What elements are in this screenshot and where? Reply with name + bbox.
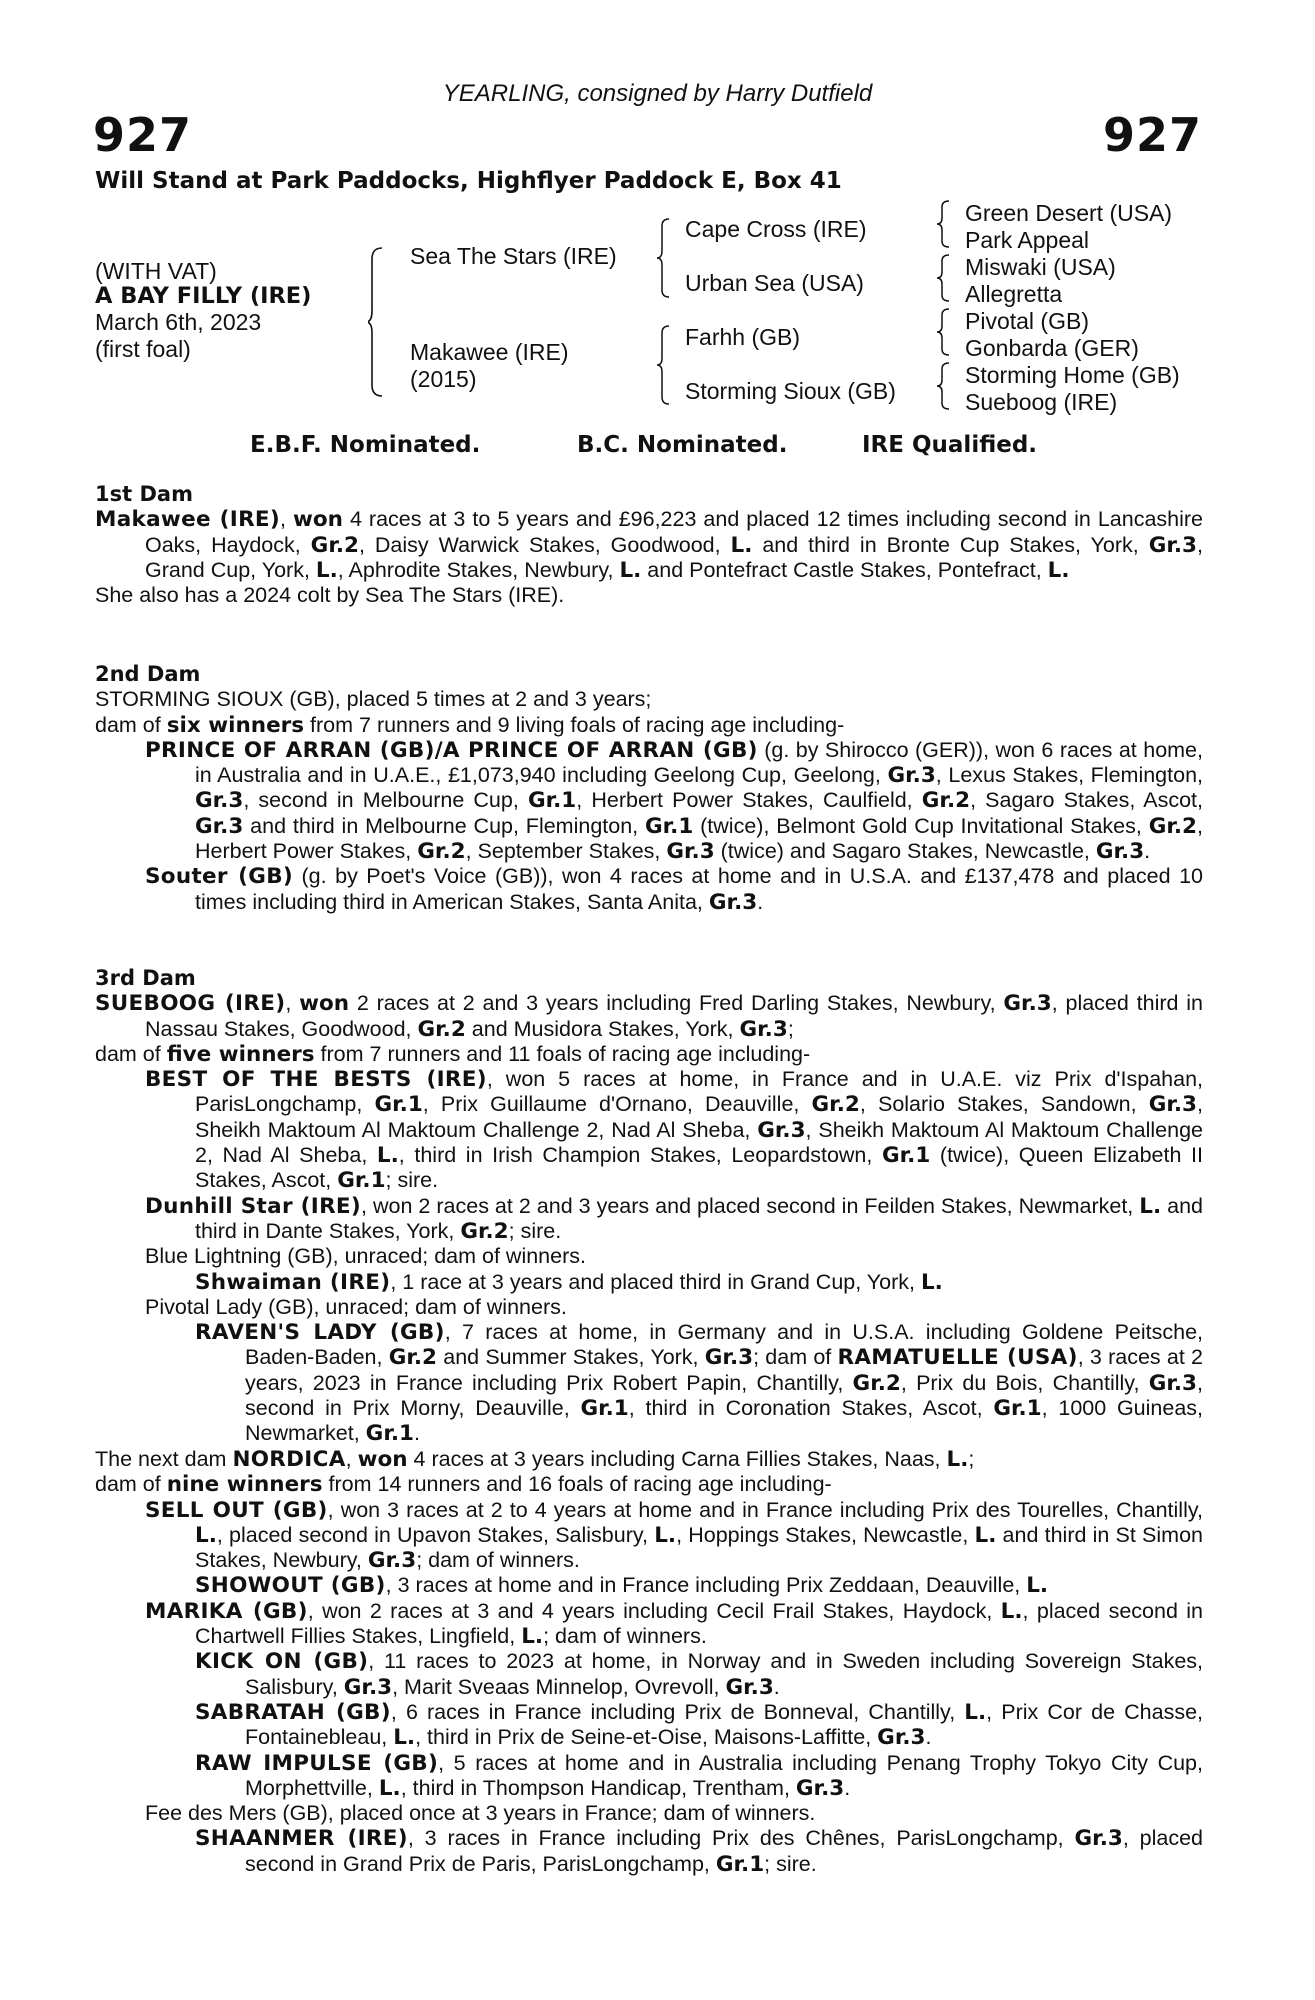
gg-brace-4: [937, 362, 951, 410]
produce-best-of-the-bests: BEST OF THE BESTS (IRE), won 5 races at home, in France and in U.A.E. viz Prix d'Ispahan, ParisLongchamp, Gr.1, Prix Guillaume d'Ornano, Deauville, Gr.2, Solario Stakes, Sandown, Gr.3, Sheikh Maktoum Al Maktoum Challenge 2, Nad Al Sheba, Gr.3, Sheikh Maktoum Al Maktoum Challenge 2, Nad Al Sheba, L., third in Irish Champion Stakes, Leopardstown, Gr.1 (twice), Queen Elizabeth II Stakes, Ascot, Gr.1; sire.: [145, 1067, 1204, 1194]
grandproduce-ravens-lady: RAVEN'S LADY (GB), 7 races at home, in Germany and in U.S.A. including Goldene Peitsche, Baden-Baden, Gr.2 and Summer Stakes, York, Gr.3; dam of RAMATUELLE (USA), 3 races at 2 years, 2023 in France including Prix Robert Papin, Chantilly, Gr.2, Prix du Bois, Chantilly, Gr.3, second in Prix Morny, Deauville, Gr.1, third in Coronation Stakes, Ascot, Gr.1, 1000 Guineas, Newmarket, Gr.1.: [195, 1320, 1204, 1447]
first-dam-name: Makawee (IRE): [95, 507, 281, 533]
first-foal-note: (first foal): [95, 336, 191, 362]
dam-year: (2015): [410, 366, 477, 392]
third-dam-section: [95, 966, 1203, 1447]
ggdam-4: Sueboog (IRE): [965, 389, 1118, 415]
sire-parents-brace: [657, 218, 671, 298]
produce-fee-des-mers: Fee des Mers (GB), placed once at 3 years in France; dam of winners.: [145, 1801, 816, 1826]
vat-label: (WITH VAT): [95, 258, 217, 284]
second-dam-section: [95, 662, 1203, 915]
first-dam-section: [95, 482, 1203, 608]
second-dam-produce: dam of six winners from 7 runners and 9 living foals of racing age including-: [95, 712, 845, 738]
next-dam-produce: dam of nine winners from 14 runners and 16 foals of racing age including-: [95, 1472, 832, 1498]
ggdam-2: Allegretta: [965, 281, 1063, 307]
gg-brace-1: [937, 200, 951, 248]
sire-dam: Urban Sea (USA): [685, 270, 864, 296]
ebf-nomination: E.B.F. Nominated.: [250, 432, 481, 458]
dam-parents-brace: [657, 325, 671, 405]
second-dam-heading: 2nd Dam: [95, 662, 201, 686]
grandproduce-shwaiman: Shwaiman (IRE), 1 race at 3 years and placed third in Grand Cup, York, L.: [195, 1269, 943, 1295]
produce-sell-out: SELL OUT (GB), won 3 races at 2 to 4 years at home and in France including Prix des Tourelles, Chantilly, L., placed second in Upavon Stakes, Salisbury, L., Hoppings Stakes, Newcastle, L. and third in St Simon Stakes, Newbury, Gr.3; dam of winners.: [145, 1497, 1203, 1574]
gg-brace-3: [937, 308, 951, 356]
stand-location: Will Stand at Park Paddocks, Highflyer Paddock E, Box 41: [95, 168, 842, 194]
grandproduce-sabratah: SABRATAH (GB), 6 races in France including Prix de Bonneval, Chantilly, L., Prix Cor de Chasse, Fontainebleau, L., third in Prix de Seine-et-Oise, Maisons-Laffitte, Gr.3.: [195, 1699, 1203, 1751]
produce-pivotal-lady: Pivotal Lady (GB), unraced; dam of winners.: [145, 1294, 567, 1319]
sire-sire: Cape Cross (IRE): [685, 216, 867, 242]
grandproduce-shaanmer: SHAANMER (IRE), 3 races in France including Prix des Chênes, ParisLongchamp, Gr.3, placed second in Grand Prix de Paris, ParisLongchamp, Gr.1; sire.: [195, 1826, 1204, 1877]
ggdam-3: Gonbarda (GER): [965, 335, 1139, 361]
dam-dam: Storming Sioux (GB): [685, 378, 896, 404]
third-dam-record: SUEBOOG (IRE), won 2 races at 2 and 3 years including Fred Darling Stakes, Newbury, Gr.3, placed third in Nassau Stakes, Goodwood, Gr.2 and Musidora Stakes, York, Gr.3;: [95, 991, 1204, 1042]
grandproduce-raw-impulse: RAW IMPULSE (GB), 5 races at home and in Australia including Penang Trophy Tokyo City Cup, Morphettville, L., third in Thompson Handicap, Trentham, Gr.3.: [195, 1750, 1203, 1801]
ire-qualification: IRE Qualified.: [862, 432, 1038, 458]
gg-brace-2: [937, 254, 951, 302]
produce-blue-lightning: Blue Lightning (GB), unraced; dam of winners.: [145, 1244, 586, 1269]
foaling-date: March 6th, 2023: [95, 309, 262, 335]
second-dam-line: STORMING SIOUX (GB), placed 5 times at 2 and 3 years;: [95, 687, 652, 712]
sire-name: Sea The Stars (IRE): [410, 243, 617, 269]
won-label: won: [293, 507, 343, 533]
produce-prince-of-arran: PRINCE OF ARRAN (GB)/A PRINCE OF ARRAN (GB) (g. by Shirocco (GER)), won 6 races at home, in Australia and in U.A.E., £1,073,940 including Geelong Cup, Geelong, Gr.3, Lexus Stakes, Flemington, Gr.3, second in Melbourne Cup, Gr.1, Herbert Power Stakes, Caulfield, Gr.2, Sagaro Stakes, Ascot, Gr.3 and third in Melbourne Cup, Flemington, Gr.1 (twice), Belmont Gold Cup Invitational Stakes, Gr.2, Herbert Power Stakes, Gr.2, September Stakes, Gr.3 (twice) and Sagaro Stakes, Newcastle, Gr.3.: [145, 737, 1204, 865]
third-dam-produce: dam of five winners from 7 runners and 11 foals of racing age including-: [95, 1041, 811, 1067]
grandproduce-showout: SHOWOUT (GB), 3 races at home and in France including Prix Zeddaan, Deauville, L.: [195, 1573, 1049, 1599]
ggsire-3: Pivotal (GB): [965, 308, 1089, 334]
grandproduce-kick-on: KICK ON (GB), 11 races to 2023 at home, in Norway and in Sweden including Sovereign Stakes, Salisbury, Gr.3, Marit Sveaas Minnelop, Ovrevoll, Gr.3.: [195, 1649, 1203, 1700]
first-dam-heading: 1st Dam: [95, 482, 193, 506]
horse-name: A BAY FILLY (IRE): [95, 283, 312, 309]
lot-number-right: 927: [1102, 108, 1202, 162]
bc-nomination: B.C. Nominated.: [577, 432, 788, 458]
consignment-subtitle: YEARLING, consigned by Harry Dutfield: [442, 80, 873, 107]
lot-number-left: 927: [93, 108, 193, 162]
pedigree-main-brace: [368, 247, 384, 397]
ggdam-1: Park Appeal: [965, 227, 1090, 253]
dam-name: Makawee (IRE): [410, 339, 569, 365]
first-dam-record: Makawee (IRE), won 4 races at 3 to 5 years and £96,223 and placed 12 times including second in Lancashire Oaks, Haydock, Gr.2, Daisy Warwick Stakes, Goodwood, L. and third in Bronte Cup Stakes, York, Gr.3, Grand Cup, York, L., Aphrodite Stakes, Newbury, L. and Pontefract Castle Stakes, Pontefract, L.: [95, 507, 1204, 583]
ggsire-2: Miswaki (USA): [965, 254, 1116, 280]
produce-souter: Souter (GB) (g. by Poet's Voice (GB)), won 4 races at home and in U.S.A. and £137,478 and placed 10 times including third in American Stakes, Santa Anita, Gr.3.: [145, 864, 1204, 915]
produce-marika: MARIKA (GB), won 2 races at 3 and 4 years including Cecil Frail Stakes, Haydock, L., placed second in Chartwell Fillies Stakes, Lingfield, L.; dam of winners.: [145, 1598, 1203, 1650]
third-dam-heading: 3rd Dam: [95, 966, 196, 990]
dam-sire: Farhh (GB): [685, 324, 801, 350]
next-dam-record: The next dam NORDICA, won 4 races at 3 years including Carna Fillies Stakes, Naas, L.;: [95, 1447, 975, 1472]
produce-dunhill-star: Dunhill Star (IRE), won 2 races at 2 and 3 years and placed second in Feilden Stakes, Newmarket, L. and third in Dante Stakes, York, Gr.2; sire.: [145, 1193, 1203, 1244]
first-dam-also: She also has a 2024 colt by Sea The Stars (IRE).: [95, 583, 565, 608]
ggsire-1: Green Desert (USA): [965, 200, 1173, 226]
next-dam-section: [95, 1447, 1203, 1877]
ggsire-4: Storming Home (GB): [965, 362, 1180, 388]
